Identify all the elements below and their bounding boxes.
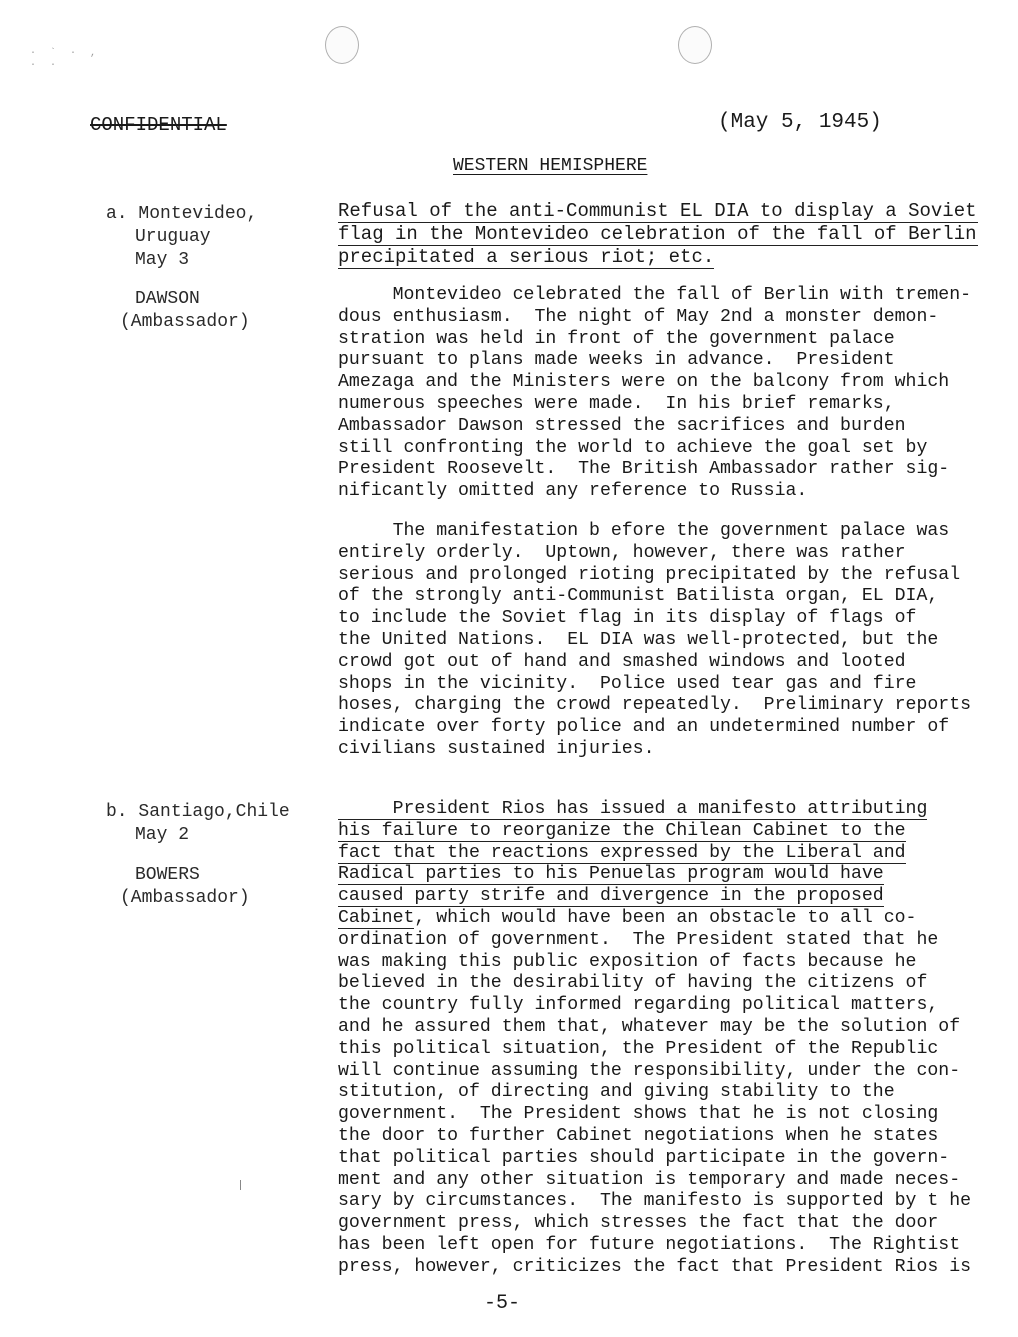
underlined-line: Radical parties to his Penuelas program would have [338,864,884,885]
entry-a-summary [338,200,978,269]
summary-line: precipitated a serious riot; etc. [338,246,715,268]
entry-letter: b. [106,802,128,822]
underlined-line: caused party strife and divergence in the proposed [338,886,884,907]
entry-letter: a. [106,204,128,224]
summary-line: flag in the Montevideo celebration of the fall of Berlin [338,223,977,245]
section-heading: WESTERN HEMISPHERE [453,156,648,176]
underlined-line: President Rios has issued a manifesto attributing [338,799,928,819]
paper-specks: · ` · , · · [30,48,101,71]
entry-location-country: Uruguay [135,227,211,247]
entry-date: May 3 [135,250,190,270]
entry-author: DAWSON [135,289,200,309]
entry-author: BOWERS [135,865,200,885]
stray-mark [240,1180,241,1190]
document-date: (May 5, 1945) [718,111,882,134]
underlined-line: his failure to reorganize the Chilean Cabinet to the [338,820,906,841]
entry-a-author-block [120,288,250,334]
underlined-line: Cabinet [338,907,415,928]
entry-author-title: (Ambassador) [120,888,250,908]
entry-location: Montevideo, [138,204,258,224]
entry-location: Santiago,Chile [138,802,290,822]
body-text-continuation: ordination of government. The President stated that he was making this public exposition of facts because he believed in the desirability of having the citizens of the country fully informed regarding political matters, and he assured them that, whatever may be the solution of this political situation, the President of the Republic will continue assuming the responsibility, under the con- stitution, of directing and giving stability to the government. The President shows that he is not closing the door to further Cabinet negotiations when he states that political parties should participate in the govern- ment and any other situation is temporary and made neces- sary by circumstances. The manifesto is supported by t he government press, which stresses the fact that the door has been left open for future negotiations. The Rightist press, however, criticizes the fact that President Rios is [338,929,972,1277]
classification-marking: CONFIDENTIAL [90,114,227,136]
entry-a-paragraph-1: Montevideo celebrated the fall of Berlin with tremen- dous enthusiasm. The night of May 2nd a monster demon- stration was held in front of the government palace pursuant to plans made weeks in advance. President Amezaga and the Ministers were on the balcony from which numerous speeches were made. In his brief remarks, Ambassador Dawson stressed the sacrifices and burden still confronting the world to achieve the goal set by President Roosevelt. The British Ambassador rather sig- nificantly omitted any reference to Russia. [338,285,972,502]
underlined-line: fact that the reactions expressed by the Liberal and [338,842,906,863]
page-number: -5- [484,1292,521,1315]
body-text-continuation-first: , which would have been an obstacle to all co- [414,907,917,928]
entry-author-title: (Ambassador) [120,312,250,332]
entry-a-meta [106,203,257,272]
punch-hole-left [325,26,359,64]
entry-date: May 2 [135,825,190,845]
summary-line: Refusal of the anti-Communist EL DIA to display a Soviet [338,200,977,222]
punch-hole-right [678,26,712,64]
entry-b-body [338,799,978,1279]
entry-b-author-block [120,864,250,910]
entry-a-paragraph-2: The manifestation b efore the government palace was entirely orderly. Uptown, however, there was rather serious and prolonged rioting precipitated by the refusal of the strongly anti-Communist Batilista organ, EL DIA, to include the Soviet flag in its display of flags of the United Nations. EL DIA was well-protected, but the crowd got out of hand and smashed windows and looted shops in the vicinity. Police used tear gas and fire hoses, charging the crowd repeatedly. Preliminary reports indicate over forty police and an undetermined number of civilians sustained injuries. [338,521,972,759]
entry-b-meta [106,801,290,847]
